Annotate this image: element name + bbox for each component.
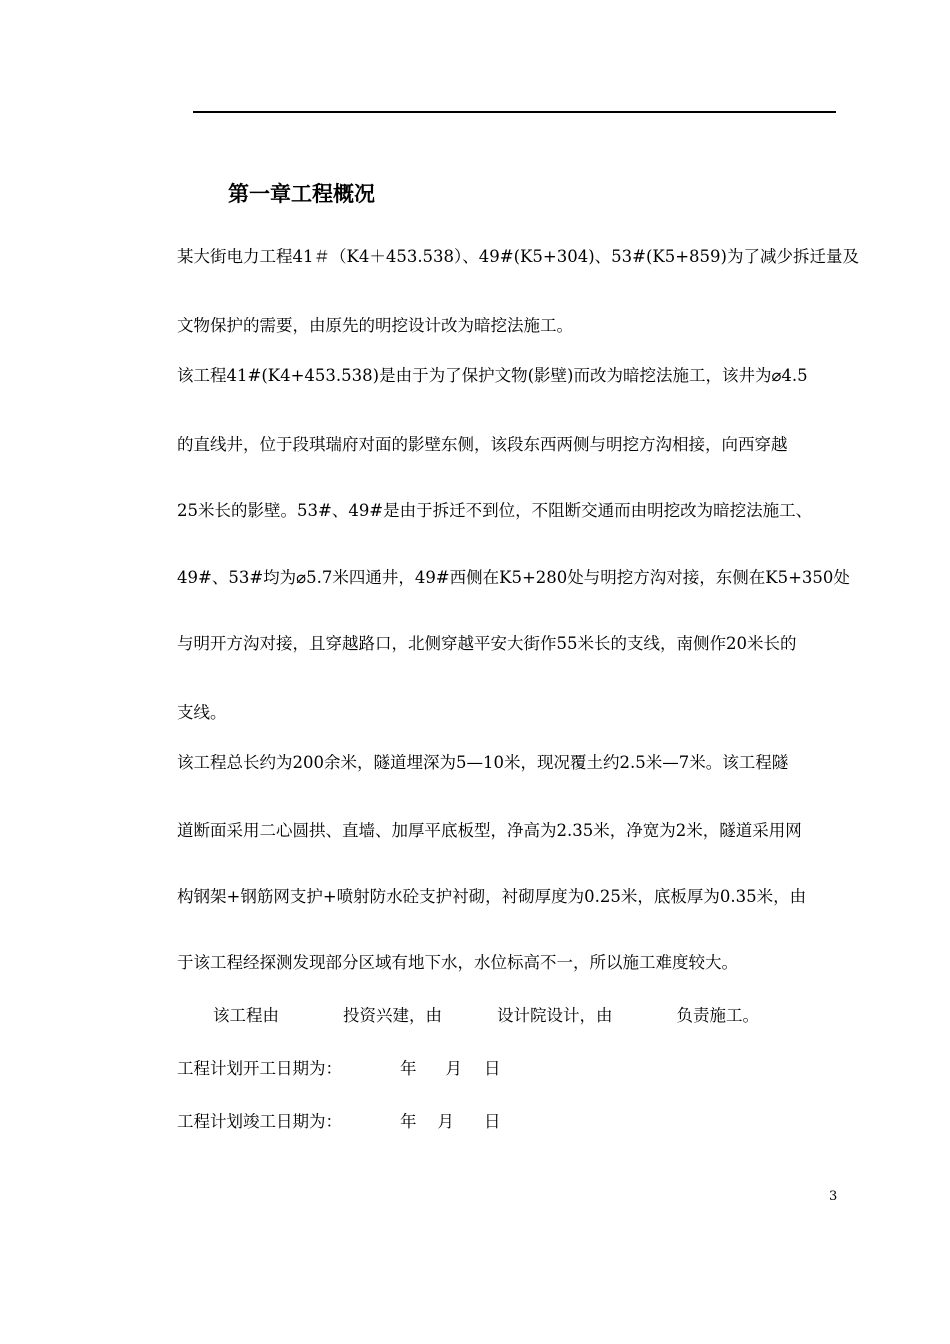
paragraph-line: 该工程总长约为200余米，隧道埋深为5—10米，现况覆土约2.5米—7米。该工程隧 [177, 753, 789, 772]
investment-line [213, 1008, 759, 1025]
paragraph-line: 与明开方沟对接，且穿越路口，北侧穿越平安大街作55米长的支线，南侧作20米长的 [177, 634, 797, 653]
start-date-day: 日 [484, 1059, 501, 1078]
investment-text: 投资兴建，由 [343, 1006, 442, 1025]
paragraph-line: 支线。 [177, 703, 227, 722]
paragraph-line: 构钢架+钢筋网支护+喷射防水砼支护衬砌，衬砌厚度为0.25米，底板厚为0.35米，由 [177, 887, 807, 906]
paragraph-line: 文物保护的需要，由原先的明挖设计改为暗挖法施工。 [177, 316, 573, 335]
paragraph-line: 的直线井，位于段琪瑞府对面的影壁东侧，该段东西两侧与明挖方沟相接，向西穿越 [177, 435, 788, 454]
chapter-title: 第一章工程概况 [228, 182, 375, 206]
end-date-line [177, 1114, 501, 1131]
start-date-label: 工程计划开工日期为： [177, 1059, 342, 1078]
header-rule [193, 111, 836, 113]
start-date-year: 年 [400, 1059, 417, 1078]
end-date-label: 工程计划竣工日期为： [177, 1112, 342, 1131]
investment-text: 设计院设计，由 [497, 1006, 613, 1025]
end-date-month: 月 [437, 1112, 454, 1131]
paragraph-line: 25米长的影壁。53#、49#是由于拆迁不到位，不阻断交通而由明挖改为暗挖法施工、 [177, 501, 813, 520]
paragraph-line: 49#、53#均为⌀5.7米四通井，49#西侧在K5+280处与明挖方沟对接，东侧在K5+350处 [177, 568, 850, 587]
paragraph-line: 于该工程经探测发现部分区域有地下水，水位标高不一，所以施工难度较大。 [177, 953, 738, 972]
paragraph-line: 道断面采用二心圆拱、直墙、加厚平底板型，净高为2.35米，净宽为2米，隧道采用网 [177, 821, 802, 840]
paragraph-line: 某大街电力工程41＃（K4＋453.538）、49#(K5+304)、53#(K5+859)为了减少拆迁量及 [177, 247, 859, 266]
start-date-month: 月 [445, 1059, 462, 1078]
start-date-line [177, 1061, 501, 1078]
page-number: 3 [829, 1189, 838, 1204]
end-date-day: 日 [484, 1112, 501, 1131]
investment-text: 该工程由 [213, 1006, 279, 1025]
investment-text: 负责施工。 [676, 1006, 759, 1025]
end-date-year: 年 [400, 1112, 417, 1131]
paragraph-line: 该工程41#(K4+453.538)是由于为了保护文物(影壁)而改为暗挖法施工，该井为⌀4.5 [177, 366, 808, 385]
